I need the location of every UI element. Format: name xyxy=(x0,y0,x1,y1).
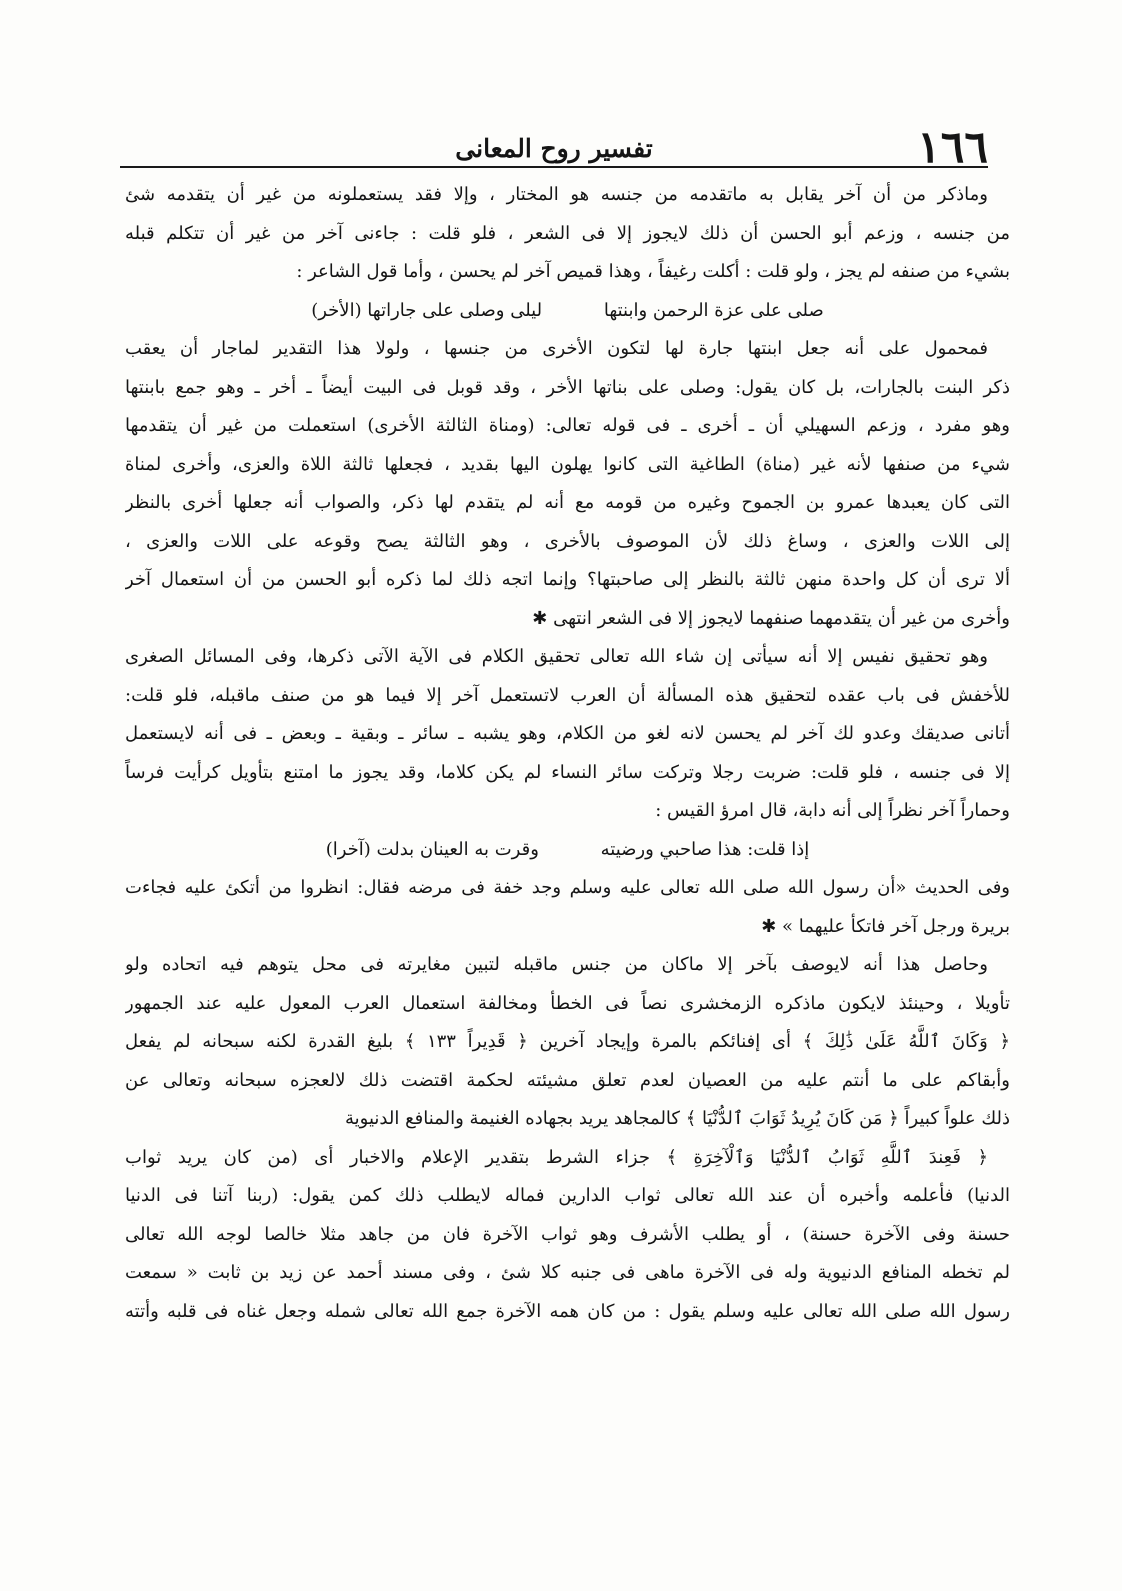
text-line: ﴿ فَعِندَ ٱللَّهِ ثَوَابُ ٱلدُّنْيَا وَٱلْآخِرَةِ ﴾ جزاء الشرط بتقدير الإعلام والاخبار أى (من كان يريد ثواب xyxy=(125,1146,988,1168)
text-line: من جنسه ، وزعم أبو الحسن أن ذلك لايجوز إلا فى الشعر ، فلو قلت : جاءنى آخر من غير أن تتكلم قبله xyxy=(125,222,1010,244)
text-line: بريرة ورجل آخر فاتكأ عليهما » ✱ xyxy=(761,915,1010,937)
text-line: وفى الحديث «أن رسول الله صلى الله تعالى عليه وسلم وجد خفة فى مرضه فقال: انظروا من أتكئ عليه فجاءت xyxy=(125,877,1010,898)
text-line: وحماراً آخر نظراً إلى أنه دابة، قال امرؤ القيس : xyxy=(655,800,1010,821)
text-line: تأويلا ، وحينئذ لايكون ماذكره الزمخشرى نصاً فى الخطأ ومخالفة استعمال العرب المعول عليه عند الجمهور xyxy=(125,992,1010,1014)
text-line: لم تخطه المنافع الدنيوية وله فى الآخرة ماهى فى جنبه كلا شئ ، وفى مسند أحمد عن زيد بن ثابت « سمعت xyxy=(125,1262,1010,1283)
text-line: حسنة وفى الآخرة حسنة) ، أو يطلب الأشرف وهو ثواب الآخرة فان من جاهد مثلا خالصا لوجه الله تعالى xyxy=(125,1223,1010,1245)
header-rule xyxy=(120,166,988,168)
text-line: شيء من صنفها لأنه غير (مناة) الطاغية التى كانوا يهلون اليها بقديد ، فجعلها ثالثة اللاة والعزى، وأخرى لمناة xyxy=(125,453,1010,475)
text-line: أتانى صديقك وعدو لك آخر لم يحسن لانه لغو من الكلام، وهو يشبه ـ سائر ـ وبقية ـ وبعض ـ فى أنه لايستعمل xyxy=(125,723,1010,744)
text-line: ألا ترى أن كل واحدة منهن ثالثة بالنظر إلى صاحبتها؟ وإنما اتجه ذلك لما ذكره أبو الحسن من أن استعمال آخر xyxy=(125,569,1010,590)
page-number: ١٦٦ xyxy=(917,122,988,173)
verse-hemistich-right: صلى على عزة الرحمن وابنتها xyxy=(603,299,824,321)
verse-line xyxy=(125,831,1010,870)
text-line: وأخرى من غير أن يتقدمهما صنفهما لايجوز إلا فى الشعر انتهى ✱ xyxy=(532,607,1010,629)
text-line: إلى اللات والعزى ، وساغ ذلك لأن الموصوف بالأخرى ، وهو الثالثة يصح وقوعه على اللات والعزى ، xyxy=(125,530,1010,552)
text-line: الدنيا) فأعلمه وأخبره أن عند الله تعالى ثواب الدارين فماله لايطلب ذلك كمن يقول: (ربنا آتنا فى الدنيا xyxy=(125,1185,1010,1206)
verse-hemistich-left: وقرت به العينان بدلت (آخرا) xyxy=(325,838,539,860)
text-line: وهو تحقيق نفيس إلا أنه سيأتى إن شاء الله تعالى تحقيق الكلام فى الآية الآتى ذكرها، وفى المسائل الصغرى xyxy=(125,646,988,667)
text-line: للأخفش فى باب عقده لتحقيق هذه المسألة أن العرب لاتستعمل آخر إلا فيما هو من صنف ماقبله، فلو قلت: xyxy=(125,684,1010,706)
verse-hemistich-left: ليلى وصلى على جاراتها (الأخر) xyxy=(311,299,543,321)
text-line: وماذكر من أن آخر يقابل به ماتقدمه من جنسه هو المختار ، وإلا فقد يستعملونه من غير أن يتقدمه شئ xyxy=(125,184,988,205)
text-line: وأبقاكم على ما أنتم عليه من العصيان لعدم تعلق مشيئته لحكمة اقتضت ذلك لالعجزه سبحانه وتعالى عن xyxy=(125,1069,1010,1091)
text-line: وحاصل هذا أنه لايوصف بآخر إلا ماكان من جنس ماقبله لتبين مغايرته فى محل يتوهم فيه اتحاده ولو xyxy=(125,954,988,975)
text-line: ﴿ وَكَانَ ٱللَّهُ عَلَىٰ ذَٰلِكَ ﴾ أى إفنائكم بالمرة وإيجاد آخرين ﴿ قَدِيراً ١٣٣ ﴾ بليغ القدرة لكنه سبحانه لم يفعل xyxy=(125,1031,1010,1052)
text-line: وهو مفرد ، وزعم السهيلي أن ـ أخرى ـ فى قوله تعالى: (ومناة الثالثة الأخرى) استعملت من غير أن يتقدمها xyxy=(125,415,1010,436)
body-text xyxy=(125,176,1010,1556)
text-line: إلا فى جنسه ، فلو قلت: ضربت رجلا وتركت سائر النساء لم يكن كلاما، وقد يجوز ما امتنع بتأويل كرأيت فرساً xyxy=(125,761,1010,783)
text-line: ذكر البنت بالجارات، بل كان يقول: وصلى على بناتها الأخر ، وقد قوبل فى البيت أيضاً ـ أخر ـ وهو جمع بابنتها xyxy=(125,376,1010,398)
page-header xyxy=(120,122,988,173)
text-line: التى كان يعبدها عمرو بن الجموح وغيره من قومه مع أنه لم يتقدم لها ذكر، والصواب أنه جعلها أخرى بالنظر xyxy=(125,492,1010,513)
verse-hemistich-right: إذا قلت: هذا صاحبي ورضيته xyxy=(600,838,810,860)
running-title: تفسير روح المعانى xyxy=(455,134,653,163)
text-line: ذلك علواً كبيراً ﴿ مَن كَانَ يُرِيدُ ثَوَابَ ٱلدُّنْيَا ﴾ كالمجاهد يريد بجهاده الغنيمة والمنافع الدنيوية xyxy=(345,1108,1010,1129)
verse-line xyxy=(125,292,1010,331)
text-line: رسول الله صلى الله تعالى عليه وسلم يقول : من كان همه الآخرة جمع الله تعالى شمله وجعل غناه فى قلبه وأتته xyxy=(125,1300,1010,1322)
text-line: بشيء من صنفه لم يجز ، ولو قلت : أكلت رغيفاً ، وهذا قميص آخر لم يحسن ، وأما قول الشاعر : xyxy=(296,261,1010,282)
text-line: فمحمول على أنه جعل ابنتها جارة لها لتكون الأخرى من جنسها ، ولولا هذا التقدير لماجار أن يعقب xyxy=(125,338,988,359)
